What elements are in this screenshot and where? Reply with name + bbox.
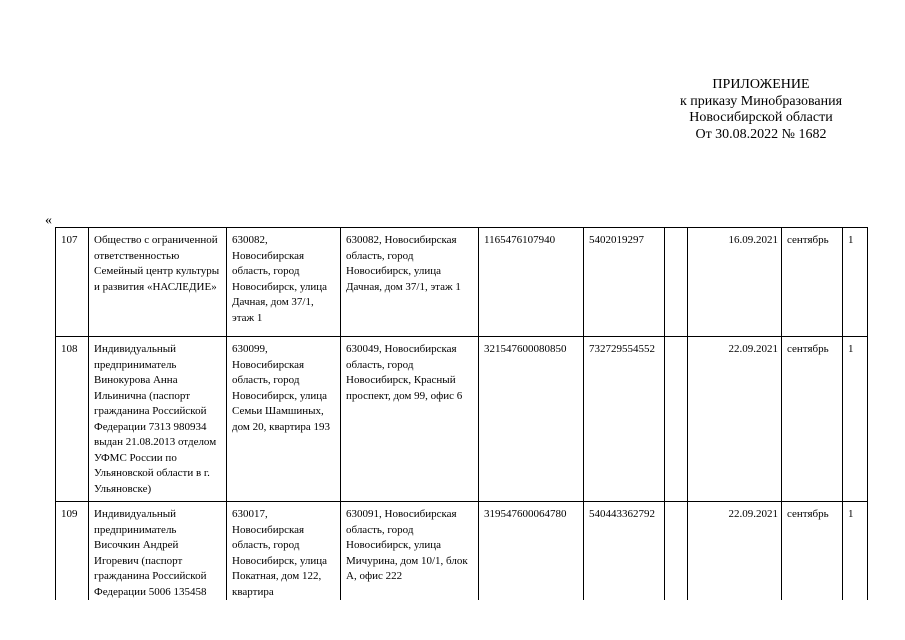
cell-number: 107: [56, 228, 89, 337]
cell-number: 109: [56, 502, 89, 601]
cell-ogrn: 319547600064780: [479, 502, 584, 601]
cell-actual-address: 630091, Новосибирская область, город Новосибирск, улица Мичурина, дом 10/1, блок А, офис 222: [341, 502, 479, 601]
cell-count: 1: [843, 337, 868, 502]
table-row: [56, 502, 868, 601]
cell-blank: [665, 228, 688, 337]
cell-ogrn: 1165476107940: [479, 228, 584, 337]
appendix-header: [640, 77, 882, 143]
cell-inn: 732729554552: [584, 337, 665, 502]
cell-inn: 540443362792: [584, 502, 665, 601]
cell-inn: 5402019297: [584, 228, 665, 337]
cell-actual-address: 630082, Новосибирская область, город Новосибирск, улица Дачная, дом 37/1, этаж 1: [341, 228, 479, 337]
cell-month: сентябрь: [782, 228, 843, 337]
cell-ogrn: 321547600080850: [479, 337, 584, 502]
region-name: Новосибирской области: [689, 110, 833, 125]
cell-legal-address: 630099, Новосибирская область, город Новосибирск, улица Семьи Шамшиных, дом 20, квартира 193: [227, 337, 341, 502]
cell-month: сентябрь: [782, 502, 843, 601]
cell-date: 16.09.2021: [688, 228, 782, 337]
cell-actual-address: 630049, Новосибирская область, город Новосибирск, Красный проспект, дом 99, офис 6: [341, 337, 479, 502]
cell-legal-address: 630017, Новосибирская область, город Новосибирск, улица Покатная, дом 122, квартира: [227, 502, 341, 601]
cell-date: 22.09.2021: [688, 337, 782, 502]
cell-number: 108: [56, 337, 89, 502]
table-row: [56, 337, 868, 502]
registry-table: [55, 227, 868, 600]
open-quote-mark: «: [45, 213, 52, 228]
cell-organization-name: Индивидуальный предприниматель Височкин Андрей Игоревич (паспорт гражданина Российской Федерации 5006 135458: [89, 502, 227, 601]
cell-month: сентябрь: [782, 337, 843, 502]
order-reference: к приказу Минобразования: [679, 93, 843, 109]
order-date-number: От 30.08.2022 № 1682: [695, 126, 827, 142]
cell-count: 1: [843, 228, 868, 337]
cell-organization-name: Общество с ограниченной ответственностью Семейный центр культуры и развития «НАСЛЕДИЕ»: [89, 228, 227, 337]
cell-legal-address: 630082, Новосибирская область, город Новосибирск, улица Дачная, дом 37/1, этаж 1: [227, 228, 341, 337]
cell-organization-name: Индивидуальный предприниматель Винокурова Анна Ильинична (паспорт гражданина Российской Федерации 7313 980934 выдан 21.08.2013 отделом УФМС России по Ульяновской области в г. Ульяновске): [89, 337, 227, 502]
cell-blank: [665, 337, 688, 502]
cell-blank: [665, 502, 688, 601]
table-row: [56, 228, 868, 337]
cell-count: 1: [843, 502, 868, 601]
appendix-title: ПРИЛОЖЕНИЕ: [712, 77, 810, 92]
cell-date: 22.09.2021: [688, 502, 782, 601]
